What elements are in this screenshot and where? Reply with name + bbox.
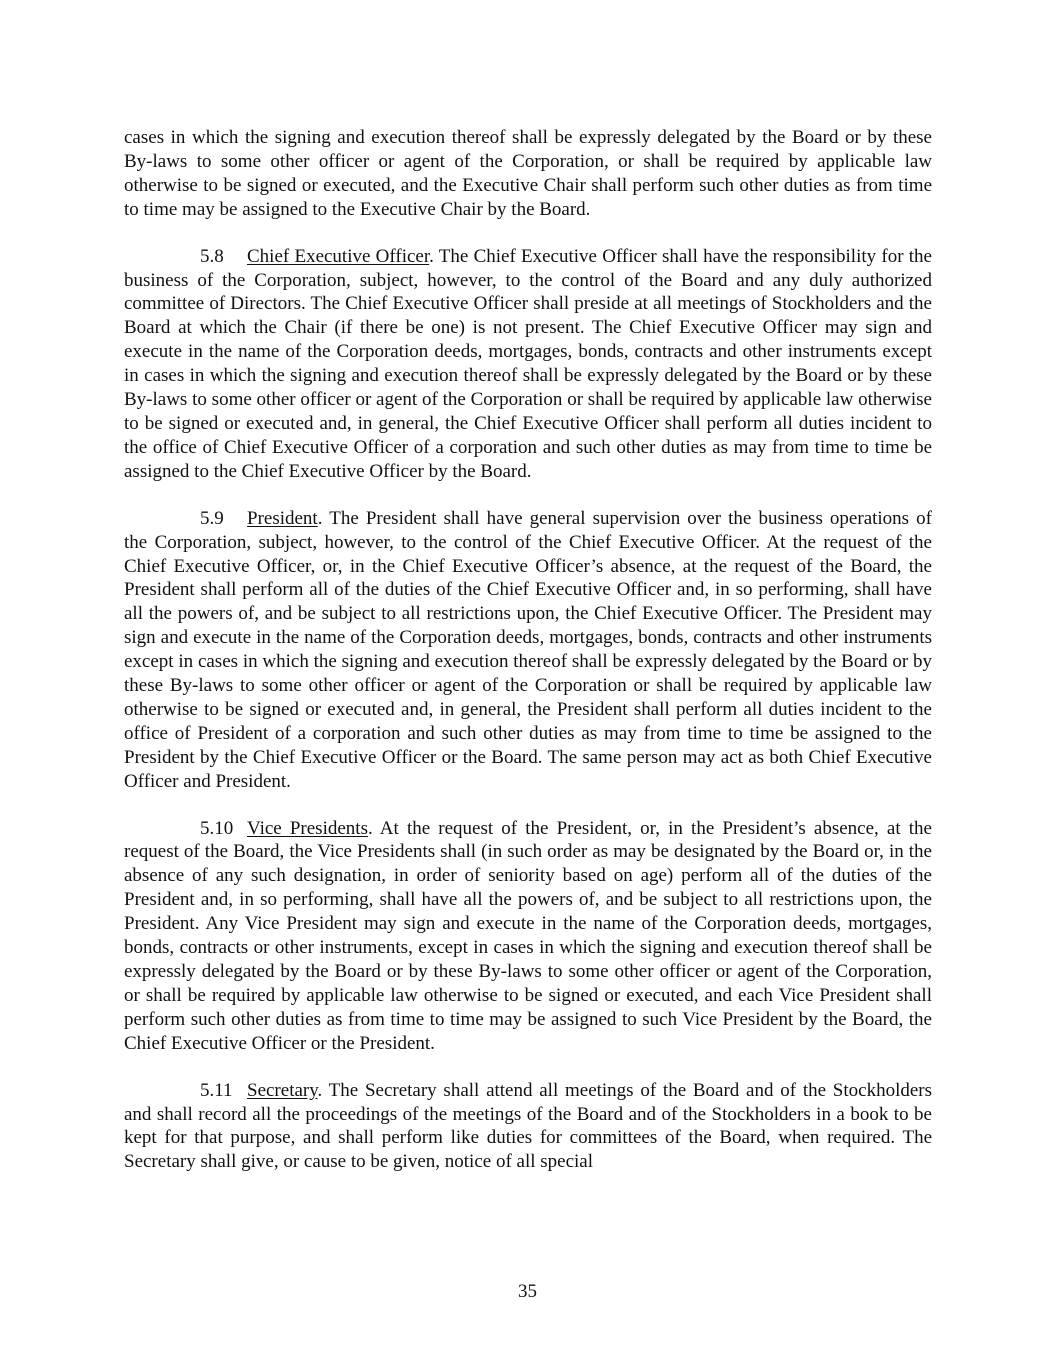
section-number: 5.9 <box>200 507 224 529</box>
section-body: . The Chief Executive Officer shall have the responsibility for the business of the Corporation, subject, however, to the control of the Board and any duly authorized committee of Directors. The Chief Executive Officer shall preside at all meetings of Stockholders and the Board at which the Chair (if there be one) is not present. The Chief Executive Officer may sign and execute in the name of the Corporation deeds, mortgages, bonds, contracts and other instruments except in cases in which the signing and execution thereof shall be expressly delegated by the Board or by these By-laws to some other officer or agent of the Corporation or shall be required by applicable law otherwise to be signed or executed and, in general, the Chief Executive Officer shall perform all duties incident to the office of Chief Executive Officer of a corporation and such other duties as may from time to time be assigned to the Chief Executive Officer by the Board. <box>124 245 932 482</box>
section-heading: President <box>247 507 318 529</box>
section-body: . The Secretary shall attend all meetings of the Board and of the Stockholders and shall record all the proceedings of the meetings of the Board and of the Stockholders in a book to be kept for that purpose, and shall perform like duties for committees of the Board, when required. The Secretary shall give, or cause to be given, notice of all special <box>124 1079 932 1173</box>
section-heading: Vice Presidents <box>247 817 368 839</box>
section-heading: Chief Executive Officer <box>247 245 430 267</box>
section-number: 5.11 <box>200 1079 233 1101</box>
section-body: . The President shall have general supervision over the business operations of the Corporation, subject, however, to the control of the Chief Executive Officer. At the request of the Chief Executive Officer, or, in the Chief Executive Officer’s absence, at the request of the Board, the President shall perform all of the duties of the Chief Executive Officer and, in so performing, shall have all the powers of, and be subject to all restrictions upon, the Chief Executive Officer. The President may sign and execute in the name of the Corporation deeds, mortgages, bonds, contracts and other instruments except in cases in which the signing and execution thereof shall be expressly delegated by the Board or by these By-laws to some other officer or agent of the Corporation or shall be required by applicable law otherwise to be signed or executed and, in general, the President shall perform all duties incident to the office of President of a corporation and such other duties as may from time to time be assigned to the President by the Chief Executive Officer or the Board. The same person may act as both Chief Executive Officer and President. <box>124 507 932 792</box>
section-heading: Secretary <box>247 1079 318 1101</box>
section-5-8 <box>124 245 932 484</box>
section-number: 5.8 <box>200 245 224 267</box>
section-number: 5.10 <box>200 817 234 839</box>
document-page <box>124 126 932 1197</box>
continuation-paragraph: cases in which the signing and execution thereof shall be expressly delegated by the Board or by these By-laws to some other officer or agent of the Corporation, or shall be required by applicable law otherwise to be signed or executed, and the Executive Chair shall perform such other duties as from time to time may be assigned to the Executive Chair by the Board. <box>124 127 932 220</box>
section-5-11 <box>124 1079 932 1175</box>
section-5-9 <box>124 507 932 794</box>
page-number: 35 <box>518 1281 537 1302</box>
section-5-10 <box>124 817 932 1056</box>
section-body: . At the request of the President, or, in the President’s absence, at the request of the Board, the Vice Presidents shall (in such order as may be designated by the Board or, in the absence of any such designation, in order of seniority based on age) perform all of the duties of the President and, in so performing, shall have all the powers of, and be subject to all restrictions upon, the President. Any Vice President may sign and execute in the name of the Corporation deeds, mortgages, bonds, contracts or other instruments, except in cases in which the signing and execution thereof shall be expressly delegated by the Board or by these By-laws to some other officer or agent of the Corporation, or shall be required by applicable law otherwise to be signed or executed, and each Vice President shall perform such other duties as from time to time may be assigned to such Vice President by the Board, the Chief Executive Officer or the President. <box>124 817 932 1054</box>
